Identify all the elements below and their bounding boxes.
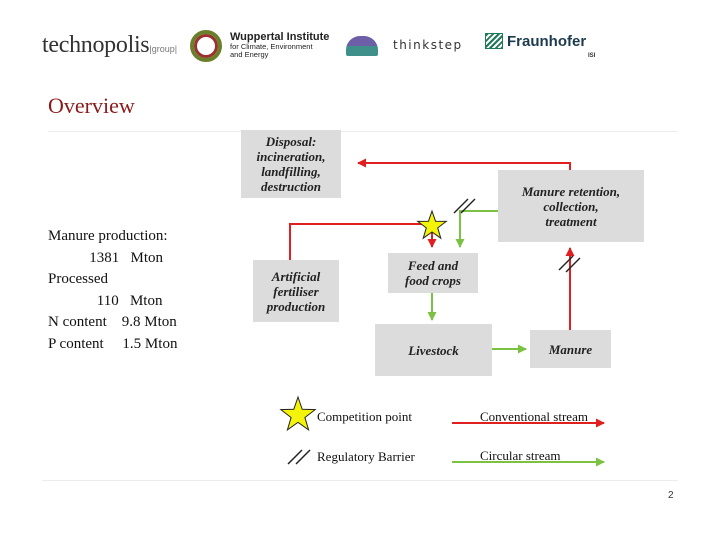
fact-line: Processed bbox=[48, 271, 108, 288]
legend-competition-label: Competition point bbox=[317, 409, 412, 424]
disposal-line: destruction bbox=[261, 179, 321, 194]
wuppertal-subtitle-1: for Climate, Environment bbox=[230, 42, 313, 51]
fact-line: P content 1.5 Mton bbox=[48, 335, 178, 352]
livestock-label: Livestock bbox=[408, 342, 459, 358]
legend-circular-label: Circular stream bbox=[480, 448, 561, 463]
fraunhofer-logo: Fraunhofer bbox=[507, 33, 587, 50]
fact-line: Manure production: bbox=[48, 228, 168, 244]
wuppertal-title: Wuppertal Institute bbox=[230, 31, 330, 43]
manure-label: Manure bbox=[548, 341, 593, 357]
manure-retention-line: collection, bbox=[543, 198, 599, 214]
page-number: 2 bbox=[668, 490, 674, 501]
feed-food-line: Feed and bbox=[407, 258, 459, 273]
fact-line: 110 Mton bbox=[48, 292, 163, 309]
disposal-line: landfilling, bbox=[261, 164, 321, 179]
thinkstep-logo: thinkstep bbox=[393, 38, 463, 52]
legend-conventional-label: Conventional stream bbox=[480, 409, 588, 424]
manure-retention-line: Manure retention, bbox=[521, 183, 621, 199]
arrow-retention-to-feed bbox=[460, 211, 498, 247]
fertiliser-line: production bbox=[266, 298, 326, 314]
wuppertal-subtitle-2: and Energy bbox=[230, 50, 269, 59]
disposal-line: incineration, bbox=[256, 149, 326, 164]
disposal-line: Disposal: bbox=[265, 134, 317, 149]
legend-barrier-label: Regulatory Barrier bbox=[317, 449, 415, 464]
feed-food-line: food crops bbox=[405, 273, 461, 288]
technopolis-group-text: |group| bbox=[149, 44, 178, 54]
legend-barrier-icon bbox=[288, 450, 310, 464]
arrow-fertiliser-to-feed bbox=[290, 224, 432, 260]
fact-line: 1381 Mton bbox=[48, 249, 164, 266]
manure-retention-line: treatment bbox=[545, 213, 597, 229]
fact-line: N content 9.8 Mton bbox=[48, 314, 177, 331]
arrow-retention-to-disposal bbox=[358, 163, 570, 170]
fraunhofer-isi-label: ISI bbox=[588, 53, 596, 59]
legend-star-icon bbox=[281, 397, 315, 430]
slide-title: Overview bbox=[48, 93, 135, 118]
technopolis-logo-text: technopolis bbox=[42, 32, 150, 58]
fertiliser-line: Artificial bbox=[271, 268, 321, 284]
fertiliser-line: fertiliser bbox=[273, 283, 319, 299]
